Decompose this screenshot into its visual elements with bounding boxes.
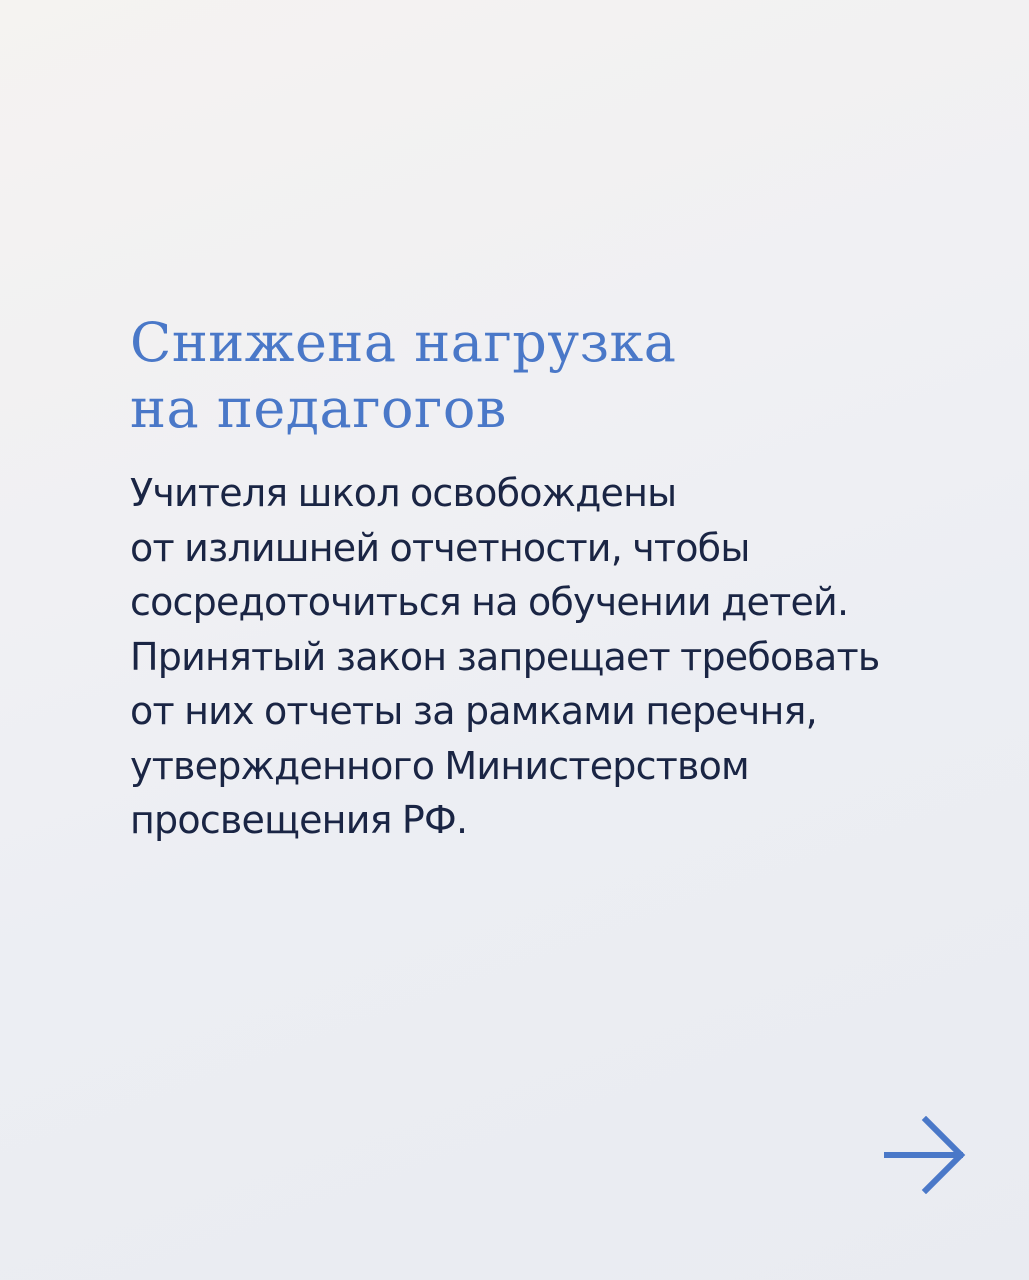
- body-line: от них отчеты за рамками перечня,: [130, 689, 817, 733]
- body-line: утвержденного Министерством: [130, 743, 749, 788]
- next-slide-button[interactable]: [884, 1116, 966, 1194]
- body-line: от излишней отчетности, чтобы: [130, 525, 750, 570]
- arrow-right-icon: [884, 1116, 966, 1194]
- body-line: сосредоточиться на обучении детей.: [130, 580, 849, 624]
- title-line: Снижена нагрузка: [130, 311, 677, 374]
- slide-body: [130, 466, 879, 848]
- title-line: на педагогов: [130, 377, 507, 440]
- body-line: просвещения РФ.: [130, 798, 468, 842]
- body-line: Принятый закон запрещает требовать: [130, 634, 880, 679]
- slide-title: [130, 310, 677, 442]
- body-line: Учителя школ освобождены: [130, 471, 677, 515]
